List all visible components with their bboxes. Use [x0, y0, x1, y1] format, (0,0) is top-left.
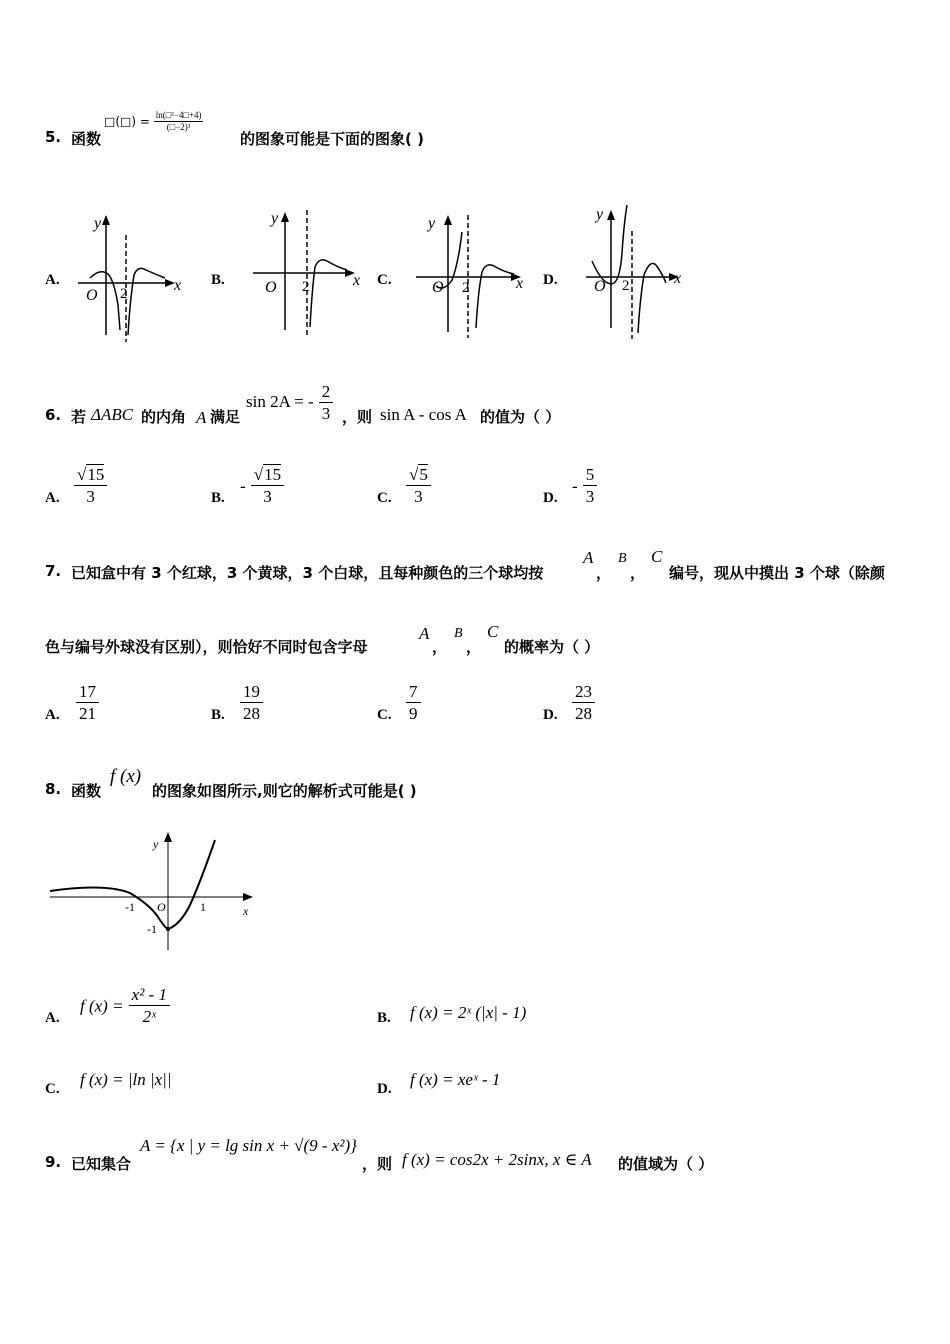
q6-expr: sin A - cos A — [380, 405, 467, 424]
q7-line1: 已知盒中有 3 个红球，3 个黄球，3 个白球，且每种颜色的三个球均按 — [71, 564, 544, 582]
q6-b-sign: - — [240, 476, 246, 496]
q6-condition — [246, 382, 333, 425]
q8-option-c-label[interactable]: C. — [45, 1081, 60, 1097]
q7-letter-a-1: A — [583, 548, 594, 567]
q7-option-c-label[interactable]: C. — [377, 707, 392, 723]
q5-formula-left: □(□) = — [104, 114, 150, 129]
q7-comma-2: ， — [630, 564, 646, 582]
q7-option-a[interactable] — [76, 682, 99, 725]
q5-tail: 的图象可能是下面的图象( ) — [240, 130, 424, 148]
q8-number: 8. — [45, 780, 62, 798]
q5-graph-b — [245, 205, 370, 340]
q7-option-c[interactable] — [406, 682, 421, 725]
q7-comma-1: ， — [596, 564, 612, 582]
q7-letter-c-1: C — [651, 547, 663, 566]
q8-tail: 的图象如图所示,则它的解析式可能是( ) — [152, 782, 417, 800]
q7-option-d[interactable] — [572, 682, 595, 725]
q7-line1-tail: 编号，现从中摸出 3 个球（除颜 — [669, 564, 885, 582]
q5-d-y: y — [596, 206, 604, 223]
q6-option-d[interactable] — [572, 465, 597, 508]
q6-cond-left: sin 2A = - — [246, 392, 314, 411]
q8-option-a[interactable] — [80, 985, 170, 1028]
q8-option-d-label[interactable]: D. — [377, 1081, 392, 1097]
q6-d-den: 3 — [585, 487, 595, 506]
q5-b-x: x — [353, 272, 361, 289]
q5-a-y: y — [94, 215, 102, 232]
q5-a-o: O — [86, 287, 98, 304]
q5-c-o: O — [432, 279, 444, 296]
q7-b-num: 19 — [240, 682, 263, 703]
q8-a-den: 2ˣ — [142, 1007, 156, 1026]
q6-option-d-label[interactable]: D. — [543, 490, 558, 506]
q7-a-num: 17 — [76, 682, 99, 703]
q7-option-b-label[interactable]: B. — [211, 707, 225, 723]
q6-d-num: 5 — [583, 465, 598, 486]
q6-option-c-label[interactable]: C. — [377, 490, 392, 506]
q6-mid1: 的内角 — [141, 408, 187, 426]
q7-d-num: 23 — [572, 682, 595, 703]
q5-c-y: y — [428, 215, 436, 232]
q7-c-num: 7 — [406, 682, 421, 703]
q7-comma-3: ， — [432, 638, 448, 656]
q5-formula-fraction — [154, 110, 204, 133]
q5-graph-d — [582, 203, 692, 343]
q6-c-den: 3 — [414, 487, 423, 506]
q9-set: A = {x | y = lg sin x + √(9 - x²)} — [140, 1136, 357, 1155]
q7-c-den: 9 — [409, 704, 418, 723]
q6-number: 6. — [45, 406, 62, 424]
q7-letter-b-2: B — [454, 626, 463, 641]
q8-graph-neg1: -1 — [125, 900, 135, 914]
q5-formula-num: ln(□²−4□+4) — [155, 110, 202, 120]
q6-option-b[interactable]: - $\frac{√15}{3}$ — [240, 465, 284, 508]
q5-b-o: O — [265, 279, 277, 296]
q5-lead: 函数 — [71, 130, 102, 148]
q8-graph-o: O — [157, 900, 166, 914]
q5-option-d-label[interactable]: D. — [543, 272, 558, 288]
q8-graph-y: y — [153, 837, 159, 851]
q5-option-a-label[interactable]: A. — [45, 272, 60, 288]
q9-mid: ，则 — [362, 1155, 393, 1173]
q7-line2-tail: 的概率为（ ） — [504, 638, 600, 656]
q7-a-den: 21 — [79, 704, 96, 723]
q5-c-x: x — [516, 275, 524, 292]
q7-option-a-label[interactable]: A. — [45, 707, 60, 723]
q8-a-num: x² - 1 — [129, 985, 170, 1006]
q9-number: 9. — [45, 1153, 62, 1171]
q8-lead: 函数 — [71, 782, 102, 800]
q5-d-2: 2 — [622, 278, 630, 294]
q8-option-b[interactable]: f (x) = 2ˣ (|x| - 1) — [410, 1003, 527, 1022]
q7-line2: 色与编号外球没有区别），则恰好不同时包含字母 — [45, 638, 368, 656]
q5-b-y: y — [271, 210, 279, 227]
q7-letter-b-1: B — [618, 551, 627, 566]
q6-a-den: 3 — [86, 487, 95, 506]
q6-mid3: ，则 — [342, 408, 373, 426]
q7-option-b[interactable] — [240, 682, 263, 725]
q9-lead: 已知集合 — [71, 1155, 132, 1173]
q5-graph-a — [70, 210, 190, 345]
q5-d-x: x — [674, 270, 682, 287]
q7-number: 7. — [45, 562, 62, 580]
q5-a-x: x — [174, 277, 182, 294]
q8-graph-x: x — [243, 904, 249, 918]
q7-option-d-label[interactable]: D. — [543, 707, 558, 723]
q5-number: 5. — [45, 128, 62, 146]
q8-a-lhs: f (x) = — [80, 996, 124, 1016]
q6-option-a[interactable]: $\frac{√15}{3}$ — [74, 465, 107, 508]
q8-graph — [45, 825, 270, 955]
q8-option-a-label[interactable]: A. — [45, 1010, 60, 1026]
q5-graph-c — [412, 210, 537, 340]
q6-angle: A — [196, 408, 207, 427]
q7-d-den: 28 — [575, 704, 592, 723]
q6-option-b-label[interactable]: B. — [211, 490, 225, 506]
q6-tail: 的值为（ ） — [480, 408, 561, 426]
q7-letter-a-2: A — [419, 624, 430, 643]
q5-option-c-label[interactable]: C. — [377, 272, 392, 288]
q6-d-sign: - — [572, 476, 578, 496]
q5-d-o: O — [594, 278, 606, 295]
q6-cond-num: 2 — [319, 382, 334, 403]
q8-option-d[interactable]: f (x) = xeˣ - 1 — [410, 1070, 501, 1089]
q7-b-den: 28 — [243, 704, 260, 723]
q6-cond-frac — [319, 382, 334, 425]
q8-graph-yneg1: -1 — [147, 922, 157, 936]
q7-letter-c-2: C — [487, 622, 499, 641]
q6-lead: 若 — [71, 408, 87, 426]
q5-formula — [104, 110, 203, 133]
q8-option-b-label[interactable]: B. — [377, 1010, 391, 1026]
q6-c-num: 5 — [419, 465, 428, 484]
q8-option-c[interactable]: f (x) = |ln |x|| — [80, 1070, 172, 1089]
q8-fx: f (x) — [110, 766, 142, 787]
q6-mid2: 满足 — [210, 408, 241, 426]
q6-b-num: 15 — [264, 465, 282, 484]
q6-option-c[interactable]: $\frac{√5}{3}$ — [406, 465, 431, 508]
q8-graph-pos1: 1 — [200, 900, 206, 914]
q5-option-b-label[interactable]: B. — [211, 272, 225, 288]
q5-formula-den: (□−2)³ — [166, 122, 191, 132]
q6-a-num: 15 — [87, 465, 105, 484]
q6-option-a-label[interactable]: A. — [45, 490, 60, 506]
q9-func: f (x) = cos2x + 2sinx, x ∈ A — [402, 1150, 592, 1169]
q7-comma-4: ， — [466, 638, 482, 656]
q5-b-2: 2 — [302, 279, 310, 295]
q6-b-den: 3 — [263, 487, 272, 506]
q9-tail: 的值域为（ ） — [618, 1155, 714, 1173]
q6-triangle: ΔABC — [91, 405, 134, 424]
q5-c-2: 2 — [462, 280, 470, 296]
q6-cond-den: 3 — [321, 404, 331, 423]
q5-a-2: 2 — [120, 286, 128, 302]
